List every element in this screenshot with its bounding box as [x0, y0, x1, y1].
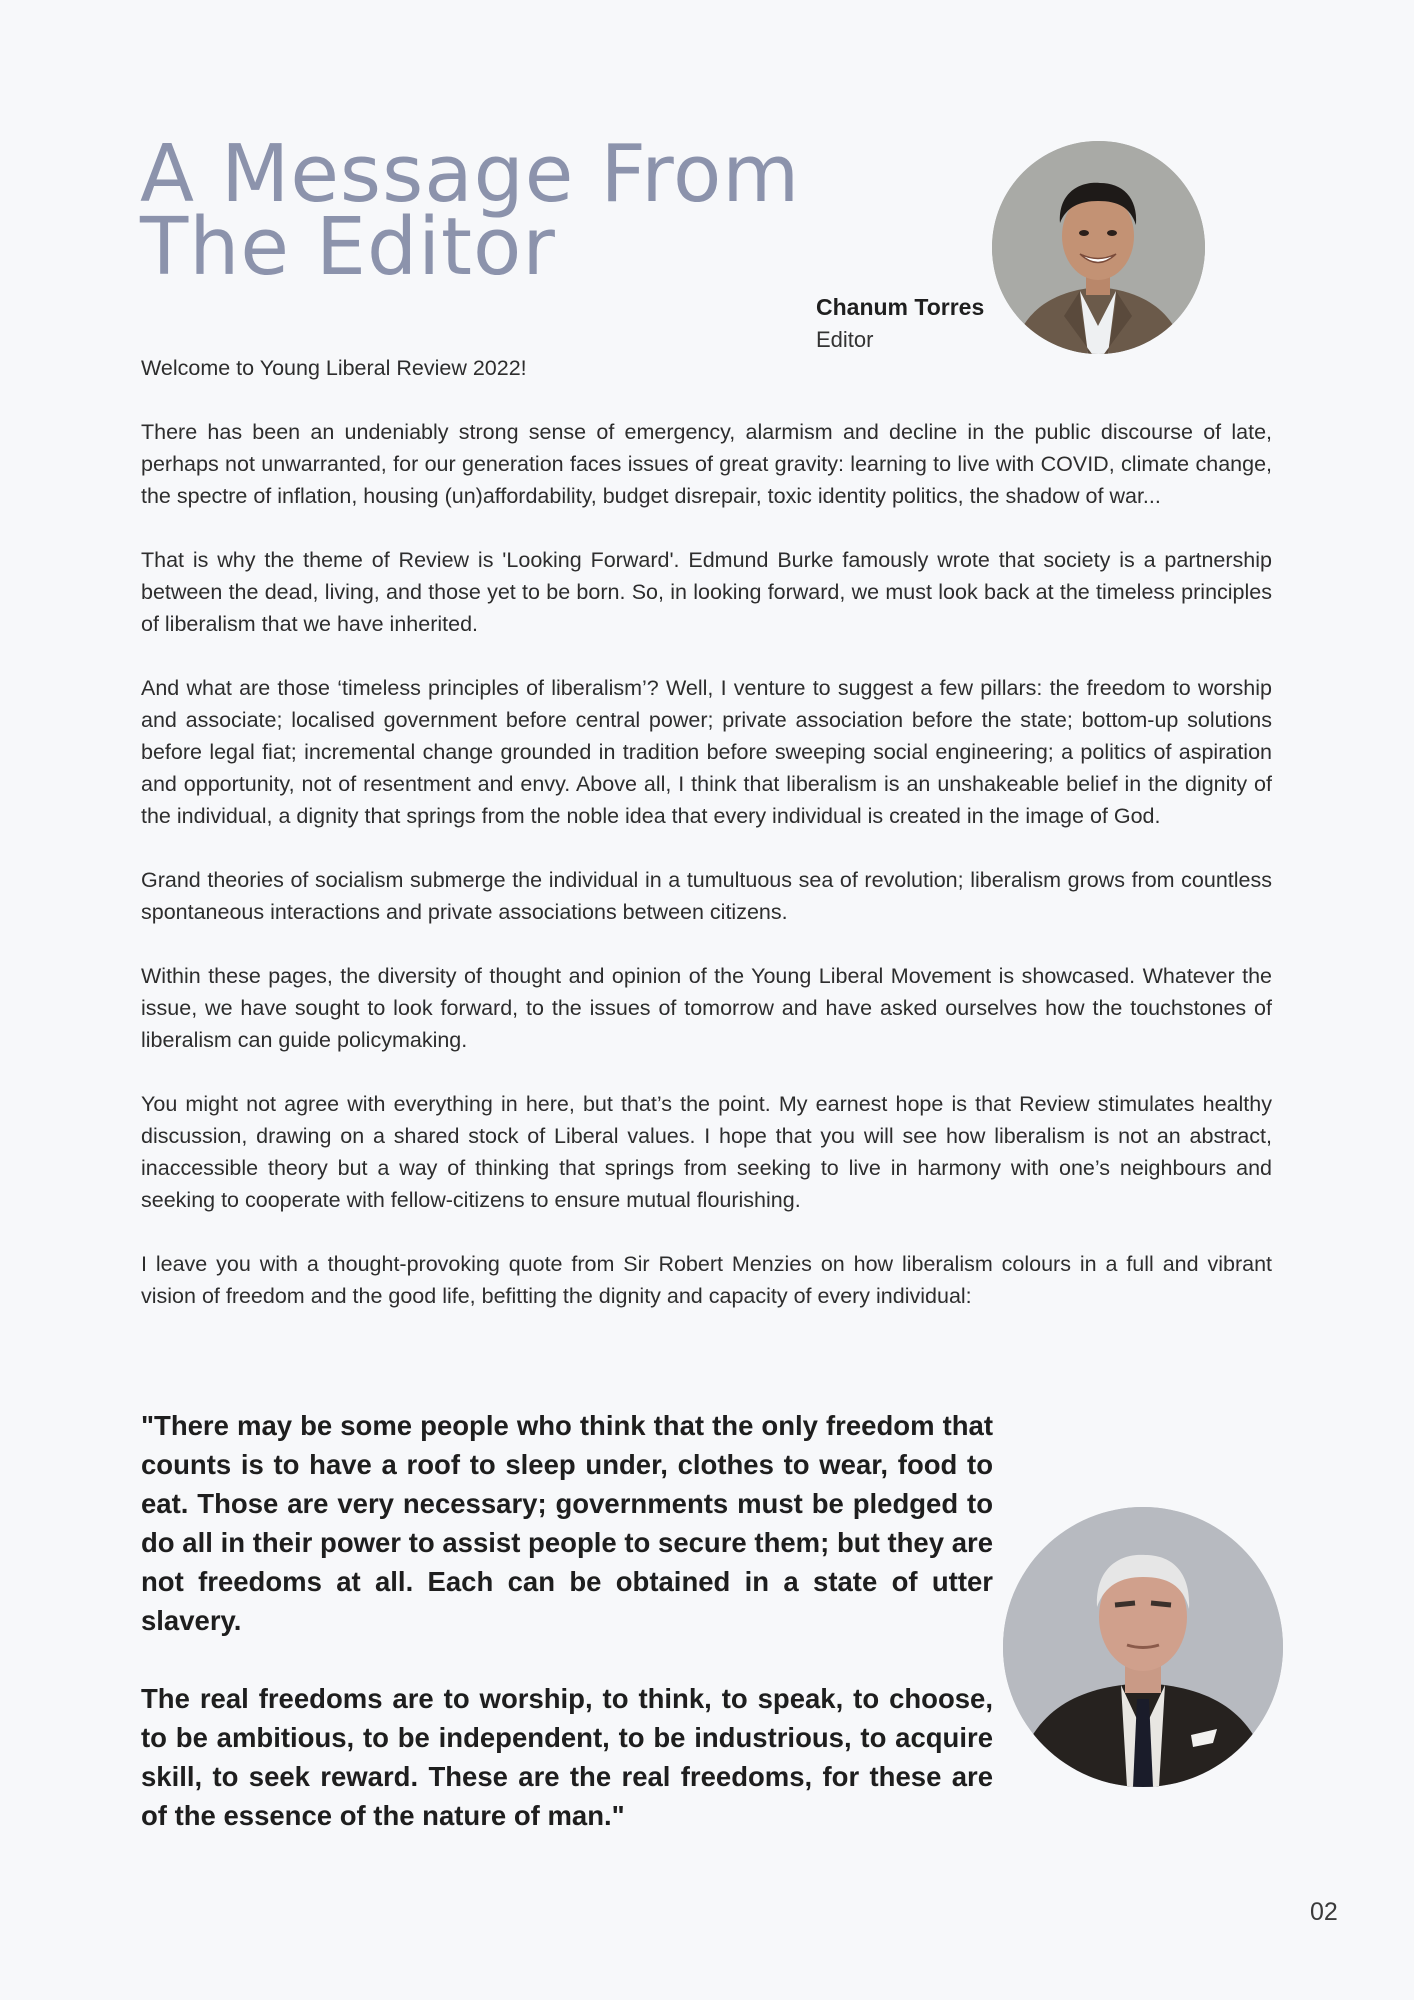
- editor-role: Editor: [816, 327, 874, 352]
- body-paragraph: There has been an undeniably strong sense of emergency, alarmism and decline in the public discourse of late, perhaps not unwarranted, for our generation faces issues of great gravity: learning to live with COVID, climate change, the spectre of inflation, housing (un)affordability, budget disrepair, toxic identity politics, the shadow of war...: [141, 420, 1272, 508]
- body-paragraph: Within these pages, the diversity of thought and opinion of the Young Liberal Movement is showcased. Whatever the issue, we have sought to look forward, to the issues of tomorrow and have asked ourselves how the touchstones of liberalism can guide policymaking.: [141, 964, 1272, 1052]
- welcome-paragraph: Welcome to Young Liberal Review 2022!: [141, 356, 527, 380]
- quote-paragraph-1: "There may be some people who think that the only freedom that counts is to have a roof to sleep under, clothes to wear, food to eat. Those are very necessary; governments must be pledged to do all in their power to assist people to secure them; but they are not freedoms at all. Each can be obtained in a state of utter slavery.: [141, 1410, 993, 1636]
- body-paragraph: You might not agree with everything in here, but that’s the point. My earnest hope is that Review stimulates healthy discussion, drawing on a shared stock of Liberal values. I hope that you will see how liberalism is not an abstract, inaccessible theory but a way of thinking that springs from seeking to live in harmony with one’s neighbours and seeking to cooperate with fellow-citizens to ensure mutual flourishing.: [141, 1092, 1272, 1212]
- quote-paragraph-2: The real freedoms are to worship, to think, to speak, to choose, to be ambitious, to be independent, to be industrious, to acquire skill, to seek reward. These are the real freedoms, for these are of the essence of the nature of man.": [141, 1683, 993, 1831]
- page-number: 02: [1310, 1898, 1338, 1926]
- page-title-line-1: A Message From: [140, 128, 801, 220]
- editor-name: Chanum Torres: [816, 294, 985, 320]
- article-body: [141, 352, 1272, 1344]
- body-paragraph: That is why the theme of Review is 'Looking Forward'. Edmund Burke famously wrote that society is a partnership between the dead, living, and those yet to be born. So, in looking forward, we must look back at the timeless principles of liberalism that we have inherited.: [141, 548, 1272, 636]
- editor-portrait-illustration: [992, 141, 1205, 354]
- page-title: [140, 128, 960, 293]
- menzies-portrait: [1003, 1507, 1283, 1787]
- editor-portrait: [992, 141, 1205, 354]
- body-paragraph: Grand theories of socialism submerge the individual in a tumultuous sea of revolution; liberalism grows from countless spontaneous interactions and private associations between citizens.: [141, 868, 1272, 924]
- menzies-portrait-illustration: [1003, 1507, 1283, 1787]
- body-paragraph: And what are those ‘timeless principles of liberalism’? Well, I venture to suggest a few pillars: the freedom to worship and associate; localised government before central power; private association before the state; bottom-up solutions before legal fiat; incremental change grounded in tradition before sweeping social engineering; a politics of aspiration and opportunity, not of resentment and envy. Above all, I think that liberalism is an unshakeable belief in the dignity of the individual, a dignity that springs from the noble idea that every individual is created in the image of God.: [141, 676, 1272, 828]
- menzies-quote: [141, 1406, 993, 1874]
- body-paragraph: I leave you with a thought-provoking quote from Sir Robert Menzies on how liberalism colours in a full and vibrant vision of freedom and the good life, befitting the dignity and capacity of every individual:: [141, 1252, 1272, 1308]
- page-title-line-2: The Editor: [140, 201, 556, 293]
